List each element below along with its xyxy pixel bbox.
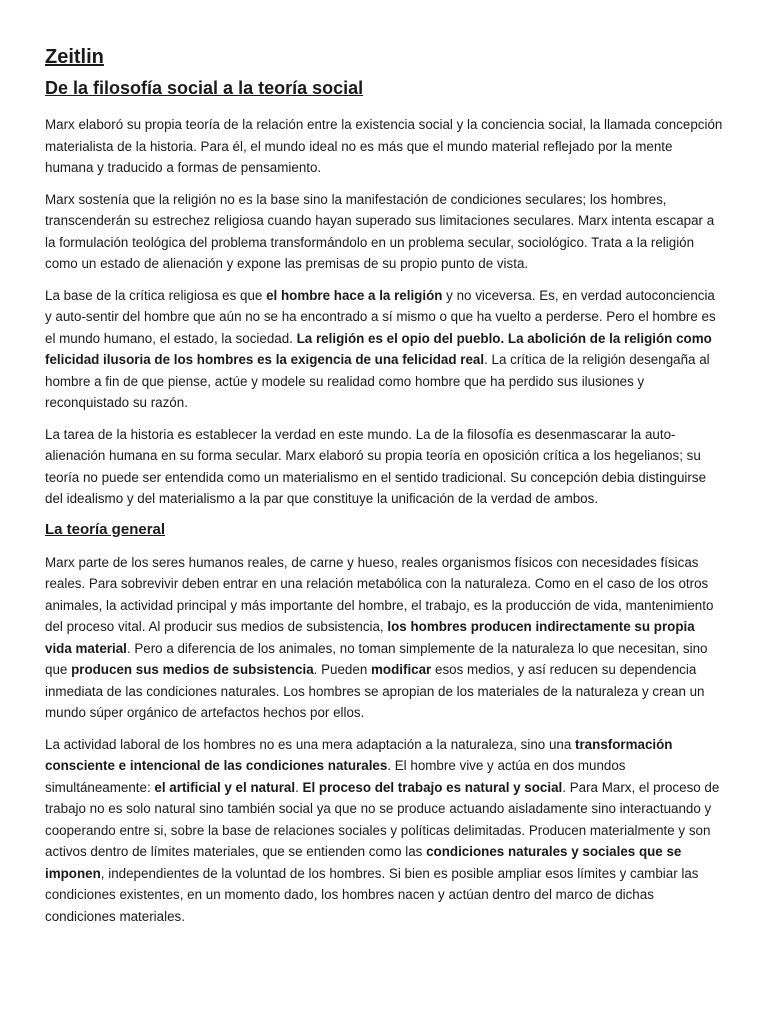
bold-phrase: La religión es el opio del pueblo. La abolición de la religión como felicidad ilusoria de los hombres es la exigencia de una felicidad real bbox=[45, 330, 712, 367]
paragraph: Marx sostenía que la religión no es la base sino la manifestación de condiciones seculares; los hombres, transcenderán su estrechez religiosa cuando hayan superado sus limitaciones seculares. Marx intenta escapar a la formulación teológica del problema transformándolo en un problema secular, sociológico. Trata a la religión como un estado de alienación y expone las premisas de su propio punto de vista. bbox=[45, 191, 715, 271]
bold-phrase: El proceso del trabajo es natural y social bbox=[302, 779, 563, 795]
bold-phrase: modificar bbox=[371, 662, 432, 677]
paragraph: Marx parte de los seres humanos reales, de carne y hueso, reales organismos físicos con necesidades físicas reales. Para sobrevivir deben entrar en una relación metabólica con la naturaleza. Como en el caso de los otros animales, la actividad principal y más importante del hombre, el trabajo, es la producción de vida, mantenimiento del proceso vital. Al producir sus medios de subsistencia, los hombres producen indirectamente su propia vida material. Pero a diferencia de los animales, no toman simplemente de la naturaleza lo que necesitan, sino que producen sus medios de subsistencia. Pueden modificar esos medios, y así reducen su dependencia inmediata de las condiciones naturales. Los hombres se apropian de los materiales de la naturaleza y crean un mundo súper orgánico de artefactos hechos por ellos. bbox=[45, 554, 714, 720]
bold-phrase: transformación consciente e intencional de las condiciones naturales bbox=[45, 736, 673, 773]
paragraph: La tarea de la historia es establecer la verdad en este mundo. La de la filosofía es desenmascarar la auto-alienación humana en su forma secular. Marx elaboró su propia teoría en oposición crítica a los hegelianos; su teoría no puede ser entendida como un materialismo en el sentido tradicional. Su concepción debia distinguirse del idealismo y del materialismo a la par que constituye la unificación de la verdad de ambos. bbox=[45, 426, 707, 506]
bold-phrase: condiciones naturales y sociales que se imponen bbox=[45, 844, 682, 881]
bold-phrase: el artificial y el natural bbox=[154, 779, 296, 795]
paragraph: La base de la crítica religiosa es que el hombre hace a la religión y no viceversa. Es, en verdad autoconciencia y auto-sentir del hombre que aún no se ha encontrado a sí mismo o que ha vuelto a perderse. Pero el hombre es el mundo humano, el estado, la sociedad. La religión es el opio del pueblo. La abolición de la religión como felicidad ilusoria de los hombres es la exigencia de una felicidad real. La crítica de la religión desengaña al hombre a fin de que piense, actúe y modele su realidad como hombre que ha perdido sus ilusiones y reconquistado su razón. bbox=[45, 287, 716, 410]
bold-phrase: los hombres producen indirectamente su propia vida material bbox=[45, 619, 695, 656]
paragraph: Marx elaboró su propia teoría de la relación entre la existencia social y la conciencia social, la llamada concepción materialista de la historia. Para él, el mundo ideal no es más que el mundo material reflejado por la mente humana y traducido a formas de pensamiento. bbox=[45, 117, 723, 175]
bold-phrase: el hombre hace a la religión bbox=[266, 287, 443, 303]
document-subtitle: De la filosofía social a la teoría social bbox=[45, 78, 364, 98]
bold-phrase: producen sus medios de subsistencia bbox=[71, 662, 314, 677]
intro-section bbox=[45, 114, 724, 510]
general-theory-section bbox=[45, 552, 724, 928]
document-title: Zeitlin bbox=[45, 46, 104, 68]
paragraph: La actividad laboral de los hombres no es una mera adaptación a la naturaleza, sino una transformación consciente e intencional de las condiciones naturales. El hombre vive y actúa en dos mundos simultáneamente: el artificial y el natural. El proceso del trabajo es natural y social. Para Marx, el proceso de trabajo no es solo natural sino también social ya que no se produce actuando aisladamente sino interactuando y cooperando entre si, sobre la base de relaciones sociales y políticas delimitadas. Producen materialmente y son activos dentro de límites materiales, que se entienden como las condiciones naturales y sociales que se imponen, independientes de la voluntad de los hombres. Si bien es posible ampliar esos límites y cambiar las condiciones existentes, en un momento dado, los hombres nacen y actúan dentro del marco de dichas condiciones materiales. bbox=[45, 736, 720, 924]
section-heading: La teoría general bbox=[45, 520, 166, 538]
